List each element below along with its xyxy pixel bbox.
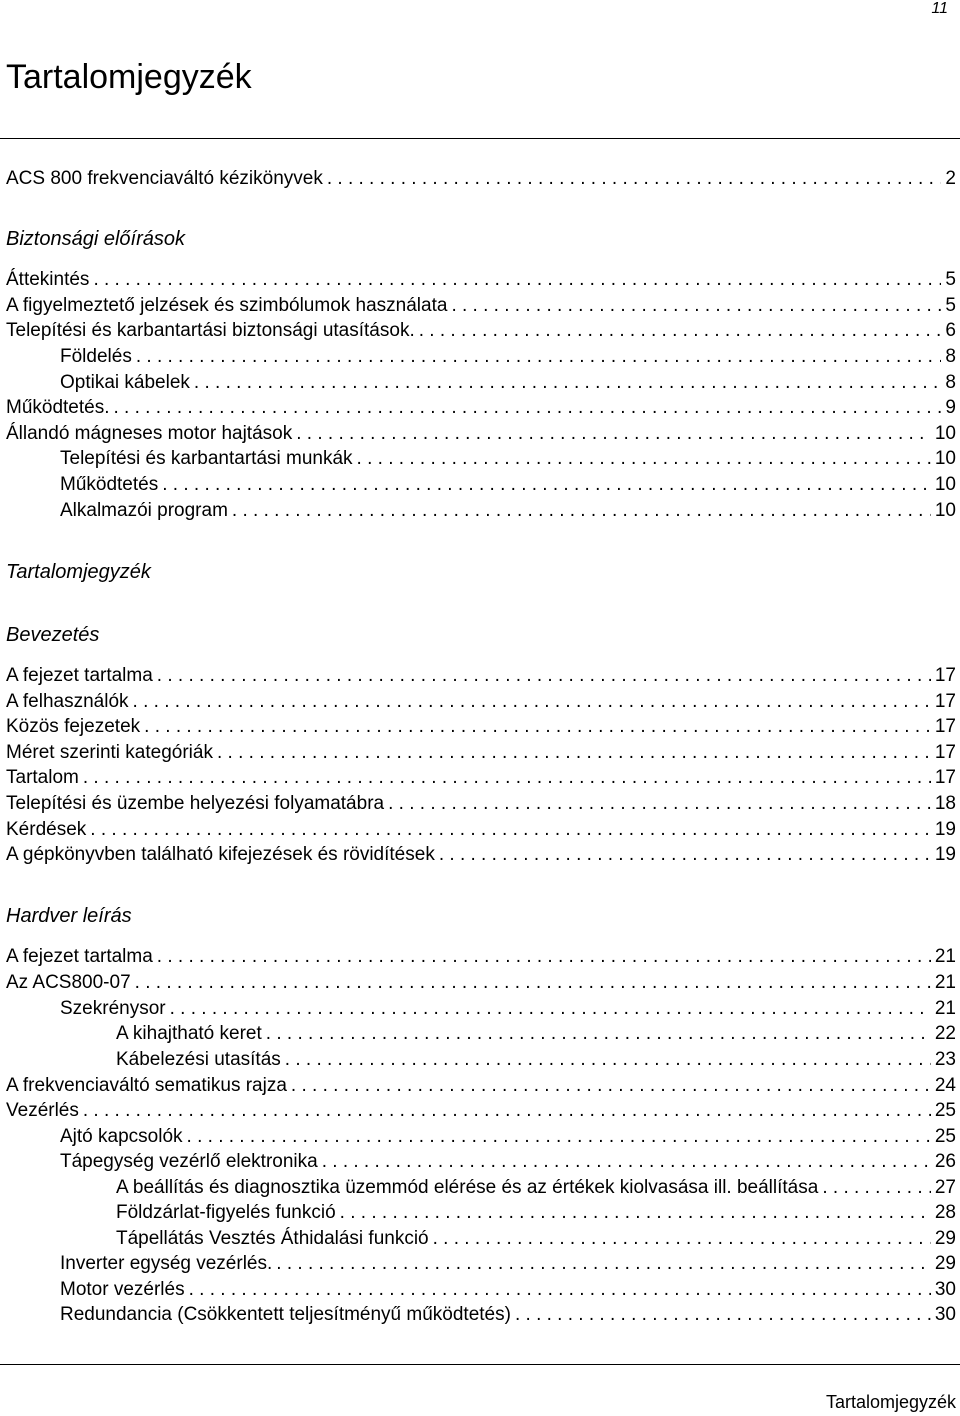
toc-entry-title: Motor vezérlés bbox=[60, 1279, 185, 1300]
toc-entry-page-number: 17 bbox=[934, 767, 956, 788]
toc-entry[interactable] bbox=[0, 765, 956, 790]
dot-leader bbox=[419, 318, 942, 343]
toc-entry[interactable] bbox=[0, 996, 956, 1021]
toc-entry-title: Földelés bbox=[60, 346, 132, 367]
toc-entry[interactable] bbox=[0, 1277, 956, 1302]
toc-entry-page-number: 10 bbox=[934, 500, 956, 521]
dot-leader bbox=[217, 740, 931, 765]
toc-entry[interactable] bbox=[0, 842, 956, 867]
toc-entry-page-number: 30 bbox=[934, 1279, 956, 1300]
dot-leader bbox=[83, 765, 931, 790]
toc-entry[interactable] bbox=[0, 446, 956, 471]
toc-entry-title: Tápellátás Vesztés Áthidalási funkció bbox=[116, 1228, 429, 1249]
toc-entry-page-number: 26 bbox=[934, 1151, 956, 1172]
toc-entry-title: Közös fejezetek bbox=[6, 716, 141, 737]
dot-leader bbox=[340, 1200, 931, 1225]
toc-entry-page-number: 30 bbox=[934, 1304, 956, 1325]
dot-leader bbox=[162, 472, 931, 497]
toc-entry-page-number: 17 bbox=[934, 742, 956, 763]
toc-entry[interactable] bbox=[0, 689, 956, 714]
toc-entry[interactable] bbox=[0, 1047, 956, 1072]
toc-entry-title: A beállítás és diagnosztika üzemmód elérése és az értékek kiolvasása ill. beállítása bbox=[116, 1177, 819, 1198]
dot-leader bbox=[266, 1021, 931, 1046]
toc-entry[interactable] bbox=[0, 663, 956, 688]
dot-leader bbox=[157, 944, 931, 969]
page-title: Tartalomjegyzék bbox=[6, 58, 252, 96]
toc-entry-title: Telepítési és üzembe helyezési folyamatábra bbox=[6, 793, 385, 814]
toc-entry-page-number: 17 bbox=[934, 716, 956, 737]
dot-leader bbox=[291, 1073, 931, 1098]
toc-entry-title: Működtetés bbox=[60, 474, 159, 495]
toc-entry-title: Telepítési és karbantartási munkák bbox=[60, 448, 353, 469]
toc-entry-page-number: 21 bbox=[934, 972, 956, 993]
dot-leader bbox=[515, 1302, 931, 1327]
toc-entry-page-number: 19 bbox=[934, 844, 956, 865]
dot-leader bbox=[170, 996, 931, 1021]
toc-entry[interactable] bbox=[0, 714, 956, 739]
toc-entry-page-number: 21 bbox=[934, 946, 956, 967]
toc-entry[interactable] bbox=[0, 970, 956, 995]
toc-entry-title: Vezérlés bbox=[6, 1100, 79, 1121]
footer-label: Tartalomjegyzék bbox=[825, 1392, 956, 1412]
dot-leader bbox=[322, 1149, 931, 1174]
toc-entry-page-number: 29 bbox=[934, 1228, 956, 1249]
toc-entry-title: A fejezet tartalma bbox=[6, 946, 153, 967]
dot-leader bbox=[189, 1277, 931, 1302]
dot-leader bbox=[276, 1251, 931, 1276]
toc-entry[interactable] bbox=[0, 1302, 956, 1327]
toc-entry-title: Tartalom bbox=[6, 767, 79, 788]
toc-entry-page-number: 24 bbox=[934, 1075, 956, 1096]
toc-entry[interactable] bbox=[0, 817, 956, 842]
toc-entry-title: A fejezet tartalma bbox=[6, 665, 153, 686]
toc-entry-title: Szekrénysor bbox=[60, 998, 166, 1019]
toc-entry[interactable] bbox=[0, 395, 956, 420]
toc-entry[interactable] bbox=[0, 318, 956, 343]
toc-entry[interactable] bbox=[0, 1124, 956, 1149]
toc-entry-page-number: 29 bbox=[934, 1253, 956, 1274]
toc-entry[interactable] bbox=[0, 267, 956, 292]
toc-entry-title: ACS 800 frekvenciaváltó kézikönyvek bbox=[6, 168, 323, 189]
dot-leader bbox=[232, 498, 931, 523]
toc-entry-title: Méret szerinti kategóriák bbox=[6, 742, 213, 763]
dot-leader bbox=[822, 1175, 931, 1200]
dot-leader bbox=[194, 370, 942, 395]
dot-leader bbox=[327, 166, 942, 191]
toc-entry[interactable] bbox=[0, 370, 956, 395]
dot-leader bbox=[187, 1124, 931, 1149]
toc-entry[interactable] bbox=[0, 1200, 956, 1225]
dot-leader bbox=[433, 1226, 931, 1251]
toc-entry-title: A gépkönyvben található kifejezések és rövidítések bbox=[6, 844, 435, 865]
toc-entry-page-number: 6 bbox=[945, 320, 956, 341]
toc-entry-title: Kérdések bbox=[6, 819, 87, 840]
dot-leader bbox=[136, 344, 942, 369]
toc-entry-title: Földzárlat-figyelés funkció bbox=[116, 1202, 336, 1223]
toc-entry-page-number: 9 bbox=[945, 397, 956, 418]
toc-entry[interactable] bbox=[0, 344, 956, 369]
toc-entry-title: Állandó mágneses motor hajtások bbox=[6, 423, 293, 444]
dot-leader bbox=[157, 663, 931, 688]
toc-entry-title: A felhasználók bbox=[6, 691, 129, 712]
dot-leader bbox=[296, 421, 931, 446]
toc-entry[interactable] bbox=[0, 944, 956, 969]
toc-entry[interactable] bbox=[0, 791, 956, 816]
toc-entry-page-number: 17 bbox=[934, 665, 956, 686]
toc-entry[interactable] bbox=[0, 293, 956, 318]
toc-entry-page-number: 18 bbox=[934, 793, 956, 814]
toc-entry-page-number: 28 bbox=[934, 1202, 956, 1223]
toc-entry-title: Redundancia (Csökkentett teljesítményű működtetés) bbox=[60, 1304, 511, 1325]
toc-entry[interactable] bbox=[0, 1098, 956, 1123]
toc-entry[interactable] bbox=[0, 1149, 956, 1174]
dot-leader bbox=[114, 395, 942, 420]
toc-entry[interactable] bbox=[0, 1073, 956, 1098]
toc-entry-page-number: 10 bbox=[934, 474, 956, 495]
dot-leader bbox=[83, 1098, 931, 1123]
toc-entry[interactable] bbox=[0, 472, 956, 497]
toc-entry-page-number: 25 bbox=[934, 1126, 956, 1147]
toc-entry-page-number: 27 bbox=[934, 1177, 956, 1198]
dot-leader bbox=[144, 714, 931, 739]
page-number: 11 bbox=[931, 0, 948, 17]
toc-entry-page-number: 5 bbox=[945, 295, 956, 316]
toc-entry-title: Telepítési és karbantartási biztonsági utasítások. bbox=[6, 320, 415, 341]
toc-entry-page-number: 10 bbox=[934, 423, 956, 444]
toc-entry[interactable] bbox=[0, 1226, 956, 1251]
toc-entry-title: A kihajtható keret bbox=[116, 1023, 262, 1044]
toc-entry-title: Inverter egység vezérlés. bbox=[60, 1253, 273, 1274]
dot-leader bbox=[388, 791, 931, 816]
toc-section-heading: Hardver leírás bbox=[6, 905, 132, 927]
toc-section-heading: Biztonsági előírások bbox=[6, 228, 185, 250]
toc-entry-page-number: 17 bbox=[934, 691, 956, 712]
toc-section-heading: Bevezetés bbox=[6, 624, 100, 646]
toc-entry[interactable] bbox=[0, 1175, 956, 1200]
dot-leader bbox=[285, 1047, 931, 1072]
toc-entry-title: Optikai kábelek bbox=[60, 372, 190, 393]
toc-entry-page-number: 8 bbox=[945, 372, 956, 393]
toc-entry[interactable] bbox=[0, 166, 956, 191]
toc-entry-title: A figyelmeztető jelzések és szimbólumok használata bbox=[6, 295, 448, 316]
dot-leader bbox=[133, 689, 931, 714]
toc-entry-title: Áttekintés bbox=[6, 269, 90, 290]
toc-entry-title: Alkalmazói program bbox=[60, 500, 228, 521]
toc-entry-page-number: 25 bbox=[934, 1100, 956, 1121]
toc-entry[interactable] bbox=[0, 498, 956, 523]
toc-entry-page-number: 19 bbox=[934, 819, 956, 840]
toc-entry-title: Ajtó kapcsolók bbox=[60, 1126, 183, 1147]
toc-entry-page-number: 10 bbox=[934, 448, 956, 469]
footer-divider bbox=[0, 1364, 960, 1365]
toc-entry-page-number: 21 bbox=[934, 998, 956, 1019]
toc-entry-page-number: 8 bbox=[945, 346, 956, 367]
toc-entry[interactable] bbox=[0, 421, 956, 446]
toc-entry-page-number: 5 bbox=[945, 269, 956, 290]
dot-leader bbox=[93, 267, 941, 292]
toc-section-heading: Tartalomjegyzék bbox=[6, 561, 151, 583]
dot-leader bbox=[451, 293, 941, 318]
toc-entry[interactable] bbox=[0, 1021, 956, 1046]
toc-entry-page-number: 2 bbox=[945, 168, 956, 189]
dot-leader bbox=[439, 842, 931, 867]
toc-entry-title: Kábelezési utasítás bbox=[116, 1049, 281, 1070]
toc-entry[interactable] bbox=[0, 740, 956, 765]
toc-entry-title: Az ACS800-07 bbox=[6, 972, 131, 993]
toc-entry[interactable] bbox=[0, 1251, 956, 1276]
dot-leader bbox=[135, 970, 931, 995]
toc-entry-title: A frekvenciaváltó sematikus rajza bbox=[6, 1075, 287, 1096]
toc-entry-title: Tápegység vezérlő elektronika bbox=[60, 1151, 318, 1172]
dot-leader bbox=[357, 446, 931, 471]
dot-leader bbox=[90, 817, 931, 842]
toc-entry-page-number: 23 bbox=[934, 1049, 956, 1070]
toc-entry-title: Működtetés. bbox=[6, 397, 110, 418]
toc-entry-page-number: 22 bbox=[934, 1023, 956, 1044]
